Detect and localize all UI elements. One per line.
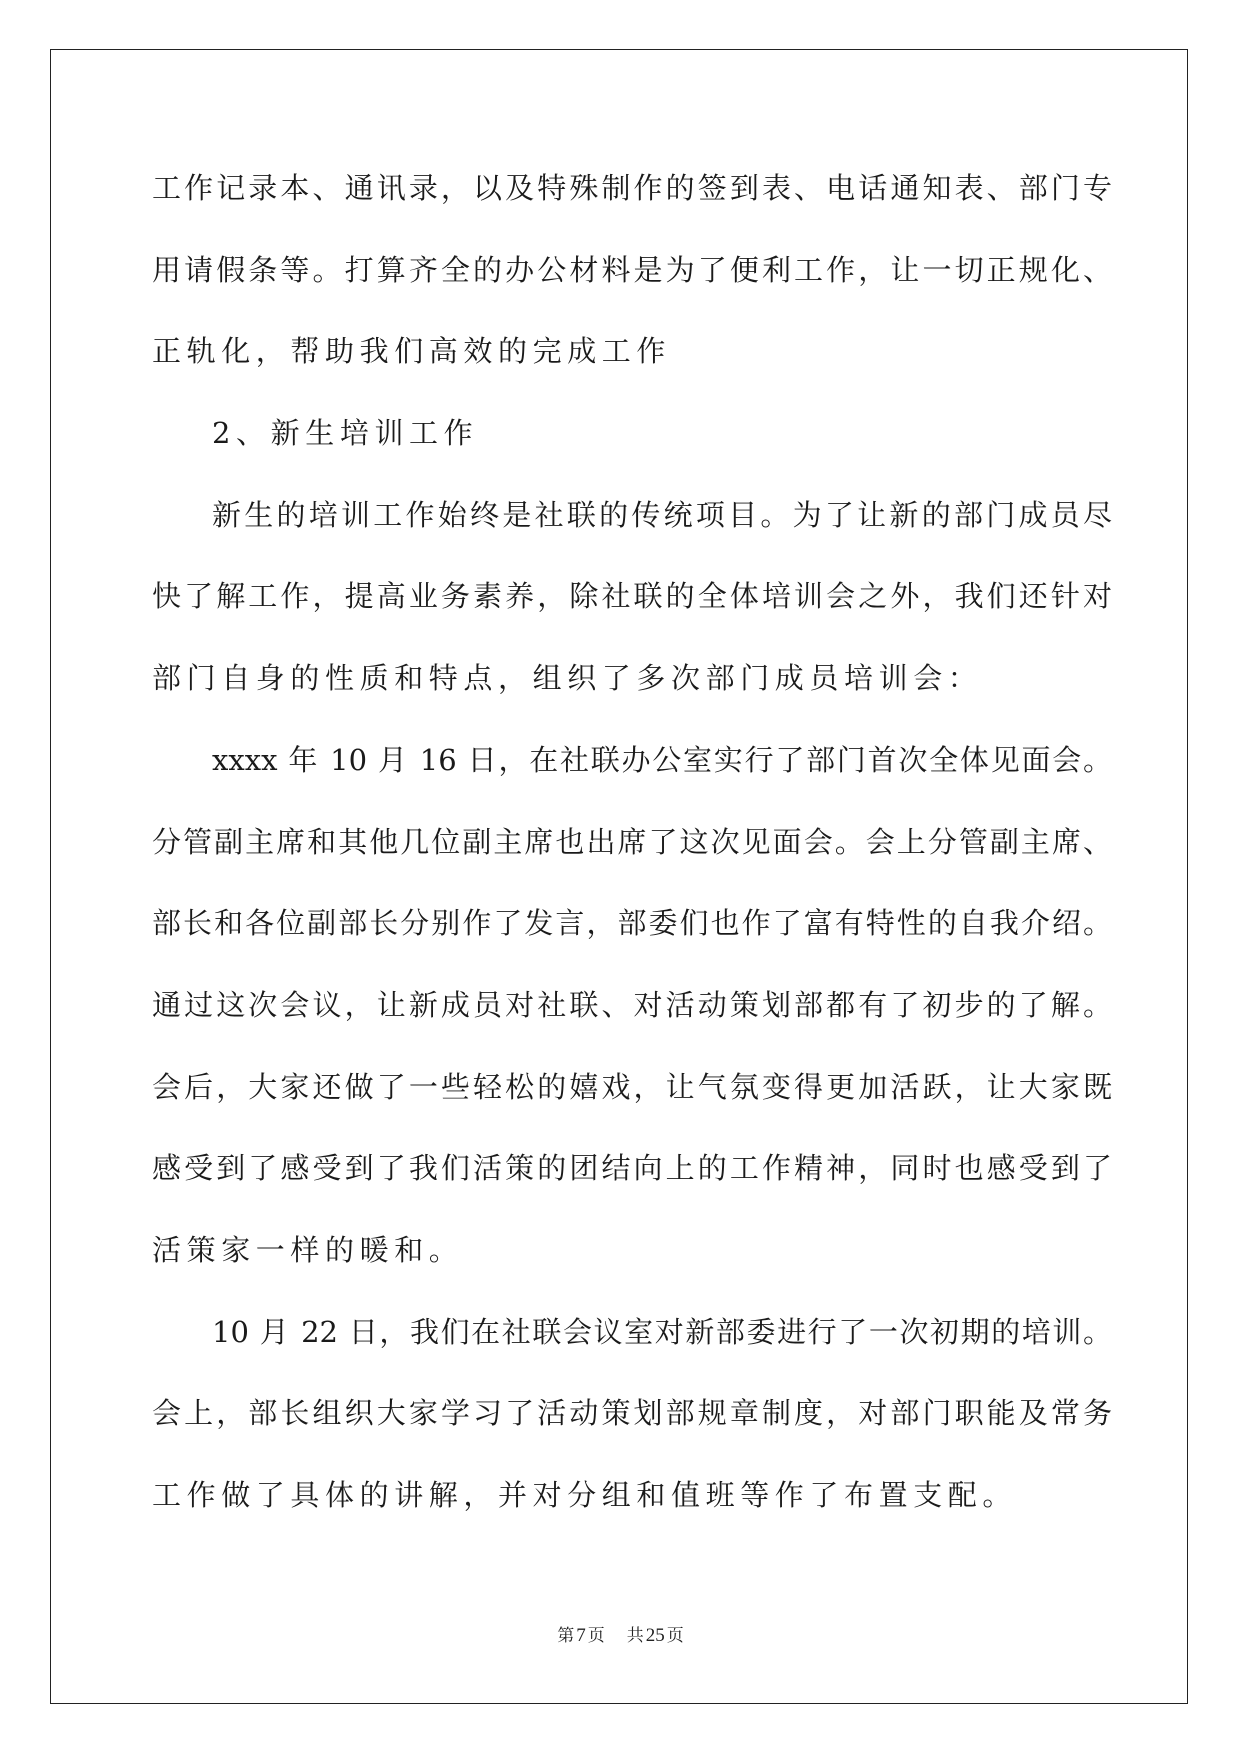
text-line: 新生的培训工作始终是社联的传统项目。为了让新的部门成员尽 xyxy=(212,497,1112,532)
text-line: 工作做了具体的讲解，并对分组和值班等作了布置支配。 xyxy=(152,1478,1018,1512)
page-footer xyxy=(0,1624,1241,1648)
page-prefix: 第 xyxy=(557,1626,575,1646)
page-number: 7 xyxy=(576,1625,586,1646)
text-line: 部门自身的性质和特点，组织了多次部门成员培训会： xyxy=(152,661,983,696)
text-line: 10 月 22 日，我们在社联会议室对新部委进行了一次初期的培训。 xyxy=(212,1314,1112,1349)
text-line: 部长和各位副部长分别作了发言，部委们也作了富有特性的自我介绍。 xyxy=(152,906,1112,941)
text-line: 通过这次会议，让新成员对社联、对活动策划部都有了初步的了解。 xyxy=(152,987,1112,1022)
text-line: 正轨化，帮助我们高效的完成工作 xyxy=(152,334,672,369)
total-suffix: 页 xyxy=(666,1626,684,1646)
text-line: 工作记录本、通讯录，以及特殊制作的签到表、电话通知表、部门专 xyxy=(152,171,1112,205)
text-line: 感受到了感受到了我们活策的团结向上的工作精神，同时也感受到了 xyxy=(152,1151,1112,1186)
text-line: 会后，大家还做了一些轻松的嬉戏，让气氛变得更加活跃，让大家既 xyxy=(152,1069,1112,1104)
text-line: 快了解工作，提高业务素养，除社联的全体培训会之外，我们还针对 xyxy=(152,579,1112,614)
text-line: 分管副主席和其他几位副主席也出席了这次见面会。会上分管副主席、 xyxy=(152,824,1112,859)
text-line: 用请假条等。打算齐全的办公材料是为了便利工作，让一切正规化、 xyxy=(152,252,1112,287)
text-line: xxxx 年 10 月 16 日，在社联办公室实行了部门首次全体见面会。 xyxy=(212,742,1112,777)
page-suffix: 页 xyxy=(587,1626,605,1646)
total-pages: 25 xyxy=(645,1625,665,1646)
document-body xyxy=(152,164,1112,1553)
text-line: 会上，部长组织大家学习了活动策划部规章制度，对部门职能及常务 xyxy=(152,1396,1112,1431)
text-line: 2、新生培训工作 xyxy=(212,416,479,451)
text-line: 活策家一样的暖和。 xyxy=(152,1232,464,1267)
total-prefix: 共 xyxy=(626,1626,644,1646)
